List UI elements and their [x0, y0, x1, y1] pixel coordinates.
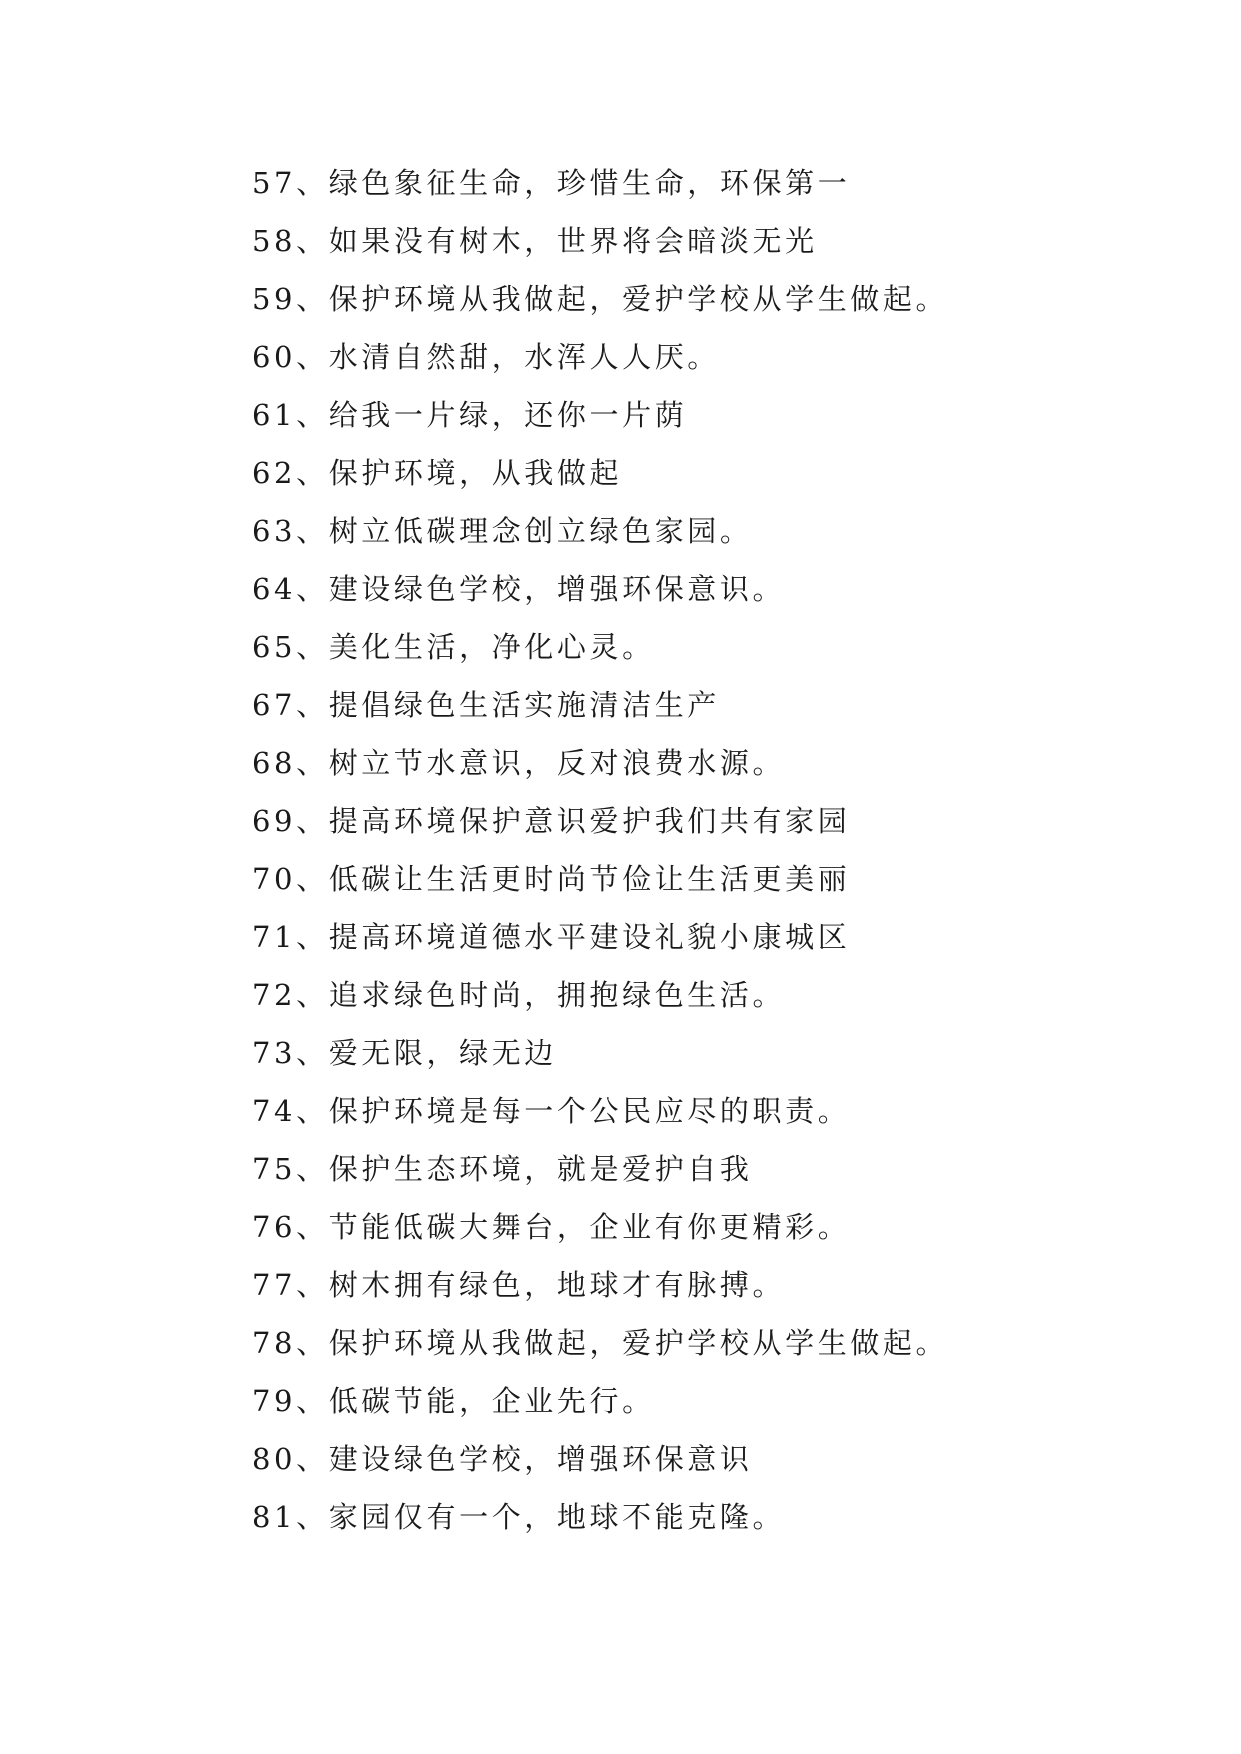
slogan-item: 72、追求绿色时尚，拥抱绿色生活。	[252, 978, 786, 1012]
slogan-item: 63、树立低碳理念创立绿色家园。	[252, 514, 753, 548]
slogan-item: 64、建设绿色学校，增强环保意识。	[252, 572, 786, 606]
slogan-item: 79、低碳节能，企业先行。	[252, 1384, 655, 1418]
slogan-item: 59、保护环境从我做起，爱护学校从学生做起。	[252, 282, 949, 316]
slogan-item: 67、提倡绿色生活实施清洁生产	[252, 688, 720, 722]
slogan-item: 77、树木拥有绿色，地球才有脉搏。	[252, 1268, 786, 1302]
slogan-item: 75、保护生态环境，就是爱护自我	[252, 1152, 753, 1186]
slogan-item: 62、保护环境，从我做起	[252, 456, 623, 490]
slogan-item: 69、提高环境保护意识爱护我们共有家园	[252, 804, 851, 838]
slogan-item: 58、如果没有树木，世界将会暗淡无光	[252, 224, 818, 258]
slogan-item: 70、低碳让生活更时尚节俭让生活更美丽	[252, 862, 851, 896]
slogan-item: 78、保护环境从我做起，爱护学校从学生做起。	[252, 1326, 949, 1360]
slogan-item: 76、节能低碳大舞台，企业有你更精彩。	[252, 1210, 851, 1244]
slogan-item: 71、提高环境道德水平建设礼貌小康城区	[252, 920, 851, 954]
slogan-item: 80、建设绿色学校，增强环保意识	[252, 1442, 753, 1476]
slogan-item: 57、绿色象征生命，珍惜生命，环保第一	[252, 166, 851, 200]
slogan-item: 65、美化生活，净化心灵。	[252, 630, 655, 664]
slogan-item: 61、给我一片绿，还你一片荫	[252, 398, 688, 432]
slogan-list	[252, 154, 948, 1546]
slogan-item: 74、保护环境是每一个公民应尽的职责。	[252, 1094, 851, 1128]
slogan-item: 68、树立节水意识，反对浪费水源。	[252, 746, 786, 780]
slogan-item: 60、水清自然甜，水浑人人厌。	[252, 340, 720, 374]
slogan-item: 73、爱无限，绿无边	[252, 1036, 557, 1070]
slogan-item: 81、家园仅有一个，地球不能克隆。	[252, 1500, 786, 1534]
